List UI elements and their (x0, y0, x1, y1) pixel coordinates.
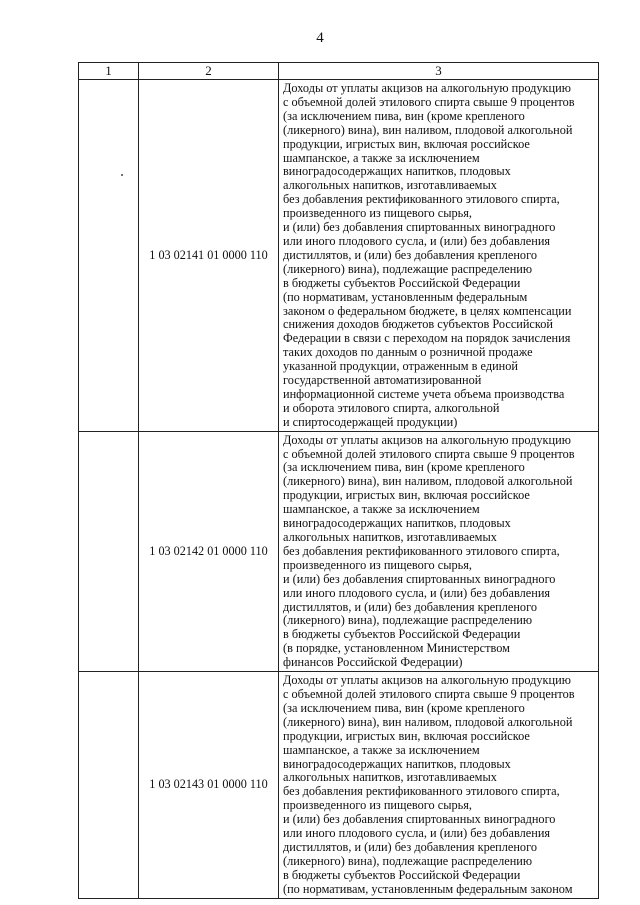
description-line: (ликерного) вина), вин наливом, плодовой алкогольной (283, 714, 573, 729)
description-line: государственной автоматизированной (283, 373, 482, 388)
description-line: и (или) без добавления спиртованных виноградного (283, 571, 556, 586)
description-line: и спиртосодержащей продукции) (283, 414, 458, 429)
description-line: или иного плодового сусла, и (или) без добавления (283, 233, 551, 248)
description-line: в бюджеты субъектов Российской Федерации (283, 627, 521, 642)
row-2-col1-cell (79, 431, 139, 671)
row-3-description (279, 672, 599, 899)
row-1-description (279, 80, 599, 432)
description-line: продукции, игристых вин, включая российское (283, 728, 530, 743)
description-line: алкогольных напитков, изготавливаемых (283, 178, 497, 193)
description-line: дистиллятов, и (или) без добавления крепленого (283, 599, 537, 614)
description-line: (за исключением пива, вин (кроме крепленого (283, 460, 525, 475)
description-line: шампанское, а также за исключением (283, 502, 480, 517)
description-line: продукции, игристых вин, включая российское (283, 136, 530, 151)
description-line: Доходы от уплаты акцизов на алкогольную продукцию (283, 673, 571, 688)
description-line: и оборота этилового спирта, алкогольной (283, 400, 500, 415)
description-line: виноградосодержащих напитков, плодовых (283, 756, 511, 771)
description-line: в бюджеты субъектов Российской Федерации (283, 867, 521, 882)
column-header-3: 3 (279, 63, 599, 80)
description-line: Федерации в связи с переходом на порядок зачисления (283, 331, 571, 346)
description-line: (по нормативам, установленным федеральным законом (283, 881, 573, 896)
description-line: алкогольных напитков, изготавливаемых (283, 530, 497, 544)
description-line: законом о федеральном бюджете, в целях компенсации (283, 303, 572, 318)
description-line: виноградосодержащих напитков, плодовых (283, 516, 511, 531)
description-line: (ликерного) вина), вин наливом, плодовой алкогольной (283, 474, 573, 489)
description-line: Доходы от уплаты акцизов на алкогольную продукцию (283, 81, 571, 95)
description-line: и (или) без добавления спиртованных виноградного (283, 220, 556, 235)
table-row (79, 672, 599, 899)
row-2-revenue-code: 1 03 02142 01 0000 110 (139, 431, 279, 671)
description-line: без добавления ректификованного этилового спирта, (283, 543, 560, 558)
description-line: финансов Российской Федерации) (283, 655, 463, 670)
description-line: произведенного из пищевого сырья, (283, 206, 472, 221)
description-line: с объемной долей этилового спирта свыше 9 процентов (283, 686, 575, 701)
description-line: произведенного из пищевого сырья, (283, 798, 472, 813)
description-line: произведенного из пищевого сырья, (283, 557, 472, 572)
description-line: продукции, игристых вин, включая российское (283, 488, 530, 503)
column-header-2: 2 (139, 63, 279, 80)
row-3-col1-cell (79, 672, 139, 899)
description-line: (по нормативам, установленным федеральным (283, 289, 528, 304)
description-line: или иного плодового сусла, и (или) без добавления (283, 585, 551, 600)
revenue-codes-table (78, 62, 599, 899)
description-line: шампанское, а также за исключением (283, 150, 480, 165)
description-line: дистиллятов, и (или) без добавления крепленого (283, 247, 537, 262)
description-line: дистиллятов, и (или) без добавления крепленого (283, 839, 537, 854)
row-3-revenue-code: 1 03 02143 01 0000 110 (139, 672, 279, 899)
description-line: и (или) без добавления спиртованных виноградного (283, 812, 556, 827)
description-line: (ликерного) вина), подлежащие распределению (283, 261, 533, 276)
description-line: с объемной долей этилового спирта свыше 9 процентов (283, 446, 575, 461)
description-line: шампанское, а также за исключением (283, 742, 480, 757)
table-row (79, 431, 599, 671)
description-line: (ликерного) вина), подлежащие распределению (283, 613, 533, 628)
description-line: с объемной долей этилового спирта свыше 9 процентов (283, 94, 575, 109)
description-line: виноградосодержащих напитков, плодовых (283, 164, 511, 179)
description-line: без добавления ректификованного этилового спирта, (283, 192, 560, 207)
table-row (79, 80, 599, 432)
description-line: снижения доходов бюджетов субъектов Российской (283, 317, 553, 332)
column-header-1: 1 (79, 63, 139, 80)
description-line: (за исключением пива, вин (кроме крепленого (283, 700, 525, 715)
description-line: (в порядке, установленном Министерством (283, 641, 510, 656)
description-line: (за исключением пива, вин (кроме крепленого (283, 108, 525, 123)
description-line: в бюджеты субъектов Российской Федерации (283, 275, 521, 290)
description-line: таких доходов по данным о розничной продаже (283, 345, 533, 360)
description-line: информационной системе учета объема производства (283, 386, 565, 401)
description-line: или иного плодового сусла, и (или) без добавления (283, 826, 551, 841)
row-2-description (279, 431, 599, 671)
row-1-col1-cell (79, 80, 139, 432)
description-line: (ликерного) вина), подлежащие распределению (283, 853, 533, 868)
description-line: Доходы от уплаты акцизов на алкогольную продукцию (283, 432, 571, 447)
table-header-row (79, 63, 599, 80)
description-line: указанной продукции, отраженным в единой (283, 359, 518, 374)
row-1-revenue-code: 1 03 02141 01 0000 110 (139, 80, 279, 432)
description-line: (ликерного) вина), вин наливом, плодовой алкогольной (283, 122, 573, 137)
description-line: без добавления ректификованного этилового спирта, (283, 784, 560, 799)
page-number: 4 (316, 30, 324, 46)
description-line: алкогольных напитков, изготавливаемых (283, 770, 497, 785)
